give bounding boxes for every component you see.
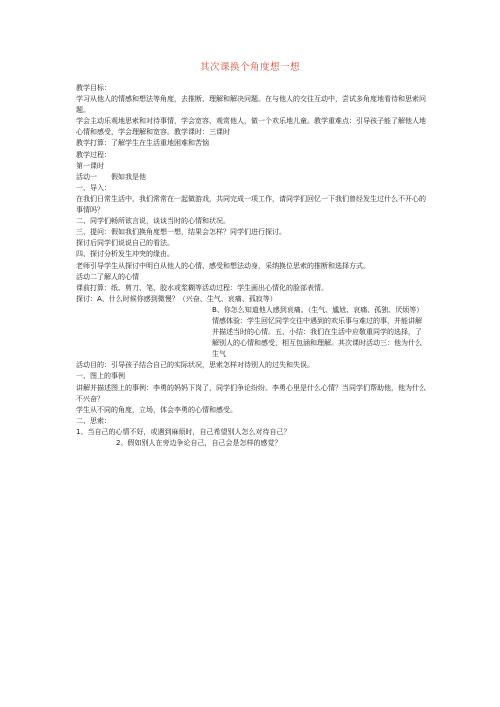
paragraph: 三、提问：假如我们换角度想一想，结果会怎样？同学们进行探讨。 (76, 228, 286, 237)
paragraph: 2、假如别人在旁边争论自己，自己会是怎样的感觉？ (116, 439, 282, 447)
paragraph: 活动二了解人的心情 (76, 272, 139, 281)
paragraph: 教学目标： (76, 84, 111, 92)
paragraph: 二、思索： (76, 416, 111, 425)
paragraph: 讲解并描述图上的事例：李勇的妈妈下岗了，同学们争论纷纷。李勇心里是什么心情？当同学们帮助他，他为什么不兴奋？ (76, 383, 426, 403)
paragraph: 学生从不同的角度，立场，体会李勇的心情和感受。 (76, 405, 237, 414)
paragraph: 一、导入： (76, 183, 111, 192)
paragraph: 学会主动乐观地思索和对待事情，学会宽容、观赏他人，做一个欢乐地儿童。教学重难点：引导孩子能了解他人地心情和感受，学会理解和宽容。教学课时：三课时 (76, 117, 426, 137)
activity-label: 活动一 (76, 172, 97, 181)
paragraph: 二、同学们畅所欲言说，谈谈当时的心情和状况。 (76, 217, 230, 226)
paragraph: B、你怎么知道他人感到哀痛。（生气、尴尬、哀痛、孤独、厌烦等）情感体验：学生回忆同学交往中遇到的欢乐事与难过的事，并能讲解并描述当时的心情。五、小结：我们在生活中应敬重同学的选择，了解别人的心情和感受，相互包涵和理解。其次课时活动三：他为什么生气 (212, 305, 424, 359)
paragraph: 四、探讨分析发生冲突的缘由。 (76, 250, 174, 259)
paragraph: 教学过程： (76, 150, 111, 159)
paragraph: 一、图上的事例 (76, 372, 125, 381)
activity-title: 假如我是他 (111, 172, 146, 181)
paragraph: 1、当自己的心情不好，或遇到麻烦时，自己希望别人怎么对待自己？ (76, 427, 291, 436)
paragraph: 探讨：A、什么时候你感到微慢？（兴奋、生气、哀痛、孤寂等） (76, 294, 277, 303)
paragraph: 探讨后同学们说说自己的看法。 (76, 239, 174, 248)
paragraph: 课前打算：纸、剪刀、笔、胶水或浆糊等活动过程：学生画出心情化的脸部表情。 (76, 283, 328, 292)
document-title: 其次课换个角度想一想 (199, 62, 300, 73)
activity-heading (76, 172, 426, 183)
document-body (76, 83, 426, 449)
paragraph: 第一课时 (76, 161, 104, 170)
paragraph: 学习从他人的情感和想法等角度，去推断、理解和解决问题。在与他人的交往互动中，尝试多角度地看待和思索问题。 (76, 95, 426, 115)
paragraph: 活动目的：引导孩子结合自己的实际状况，思索怎样对待别人的过失和失误。 (76, 361, 314, 370)
paragraph: 老师引导学生从探讨中明白从他人的心情、感受和想法动身，采纳换位思索的推断和选择方式。 (76, 261, 370, 270)
paragraph: 在我们日常生活中，我们常常在一起做游戏，共同完成一项工作，请同学们回忆一下我们曾经发生过什么不开心的事情吗？ (76, 194, 426, 215)
paragraph: 教学打算：了解学生在生活重地困难和苦恼 (76, 139, 209, 148)
